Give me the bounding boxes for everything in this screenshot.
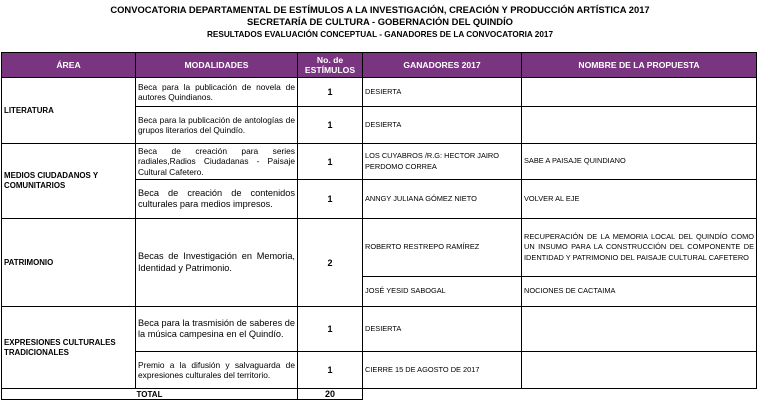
ganador-cell: CIERRE 15 DE AGOSTO DE 2017 [363, 352, 522, 389]
estimulos-cell: 1 [298, 78, 363, 107]
ganador-cell: DESIERTA [363, 307, 522, 352]
propuesta-cell: RECUPERACIÓN DE LA MEMORIA LOCAL DEL QUINDÍO COMO UN INSUMO PARA LA CONSTRUCCIÓN DEL COMPONENTE DE IDENTIDAD Y PATRIMONIO DEL PAISAJE CULTURAL CAFETERO [522, 219, 757, 277]
total-label: TOTAL [2, 389, 298, 400]
header-estimulos: No. de ESTÍMULOS [298, 53, 363, 78]
table-header-row [2, 53, 757, 78]
modalidad-cell: Beca para la trasmisión de saberes de la música campesina en el Quindío. [136, 307, 298, 352]
area-medios: MEDIOS CIUDADANOS Y COMUNITARIOS [2, 144, 136, 219]
total-row-empty [363, 389, 757, 400]
estimulos-cell: 1 [298, 352, 363, 389]
modalidad-cell: Premio a la difusión y salvaguarda de expresiones culturales del territorio. [136, 352, 298, 389]
ganador-cell: JOSÉ YESID SABOGAL [363, 277, 522, 307]
total-row [2, 389, 757, 400]
header-area: ÁREA [2, 53, 136, 78]
area-expresiones: EXPRESIONES CULTURALES TRADICIONALES [2, 307, 136, 389]
table-row [2, 219, 757, 277]
header-propuesta: NOMBRE DE LA PROPUESTA [522, 53, 757, 78]
ganador-cell: LOS CUYABROS /R.G: HECTOR JAIRO PERDOMO CORREA [363, 144, 522, 180]
ganador-cell: DESIERTA [363, 107, 522, 144]
ganador-cell: DESIERTA [363, 78, 522, 107]
results-table [1, 52, 757, 400]
propuesta-cell [522, 107, 757, 144]
propuesta-cell [522, 352, 757, 389]
document-title: CONVOCATORIA DEPARTAMENTAL DE ESTÍMULOS A LA INVESTIGACIÓN, CREACIÓN Y PRODUCCIÓN ARTÍSTICA 2017 [110, 4, 650, 15]
table-row [2, 307, 757, 352]
header-modalidades: MODALIDADES [136, 53, 298, 78]
modalidad-cell: Beca de creación de contenidos culturales para medios impresos. [136, 180, 298, 219]
propuesta-cell [522, 78, 757, 107]
propuesta-cell [522, 307, 757, 352]
area-patrimonio: PATRIMONIO [2, 219, 136, 307]
document-subtitle: SECRETARÍA DE CULTURA - GOBERNACIÓN DEL QUINDÍO [247, 16, 513, 27]
estimulos-cell: 1 [298, 180, 363, 219]
modalidad-cell: Becas de Investigación en Memoria, Identidad y Patrimonio. [136, 219, 298, 307]
modalidad-cell: Beca para la publicación de antologías de grupos literarios del Quindío. [136, 107, 298, 144]
propuesta-cell: VOLVER AL EJE [522, 180, 757, 219]
modalidad-cell: Beca para la publicación de novela de autores Quindianos. [136, 78, 298, 107]
header-ganadores: GANADORES 2017 [363, 53, 522, 78]
table-row [2, 144, 757, 180]
ganador-cell: ANNGY JULIANA GÓMEZ NIETO [363, 180, 522, 219]
ganador-cell: ROBERTO RESTREPO RAMÍREZ [363, 219, 522, 277]
estimulos-cell: 2 [298, 219, 363, 307]
document-results-title: RESULTADOS EVALUACIÓN CONCEPTUAL - GANADORES DE LA CONVOCATORIA 2017 [206, 30, 554, 39]
area-literatura: LITERATURA [2, 78, 136, 144]
propuesta-cell: NOCIONES DE CACTAIMA [522, 277, 757, 307]
estimulos-cell: 1 [298, 307, 363, 352]
table-row [2, 78, 757, 107]
propuesta-cell: SABE A PAISAJE QUINDIANO [522, 144, 757, 180]
modalidad-cell: Beca de creación para series radiales,Radios Ciudadanas - Paisaje Cultural Cafetero. [136, 144, 298, 180]
estimulos-cell: 1 [298, 107, 363, 144]
total-value: 20 [298, 389, 363, 400]
estimulos-cell: 1 [298, 144, 363, 180]
